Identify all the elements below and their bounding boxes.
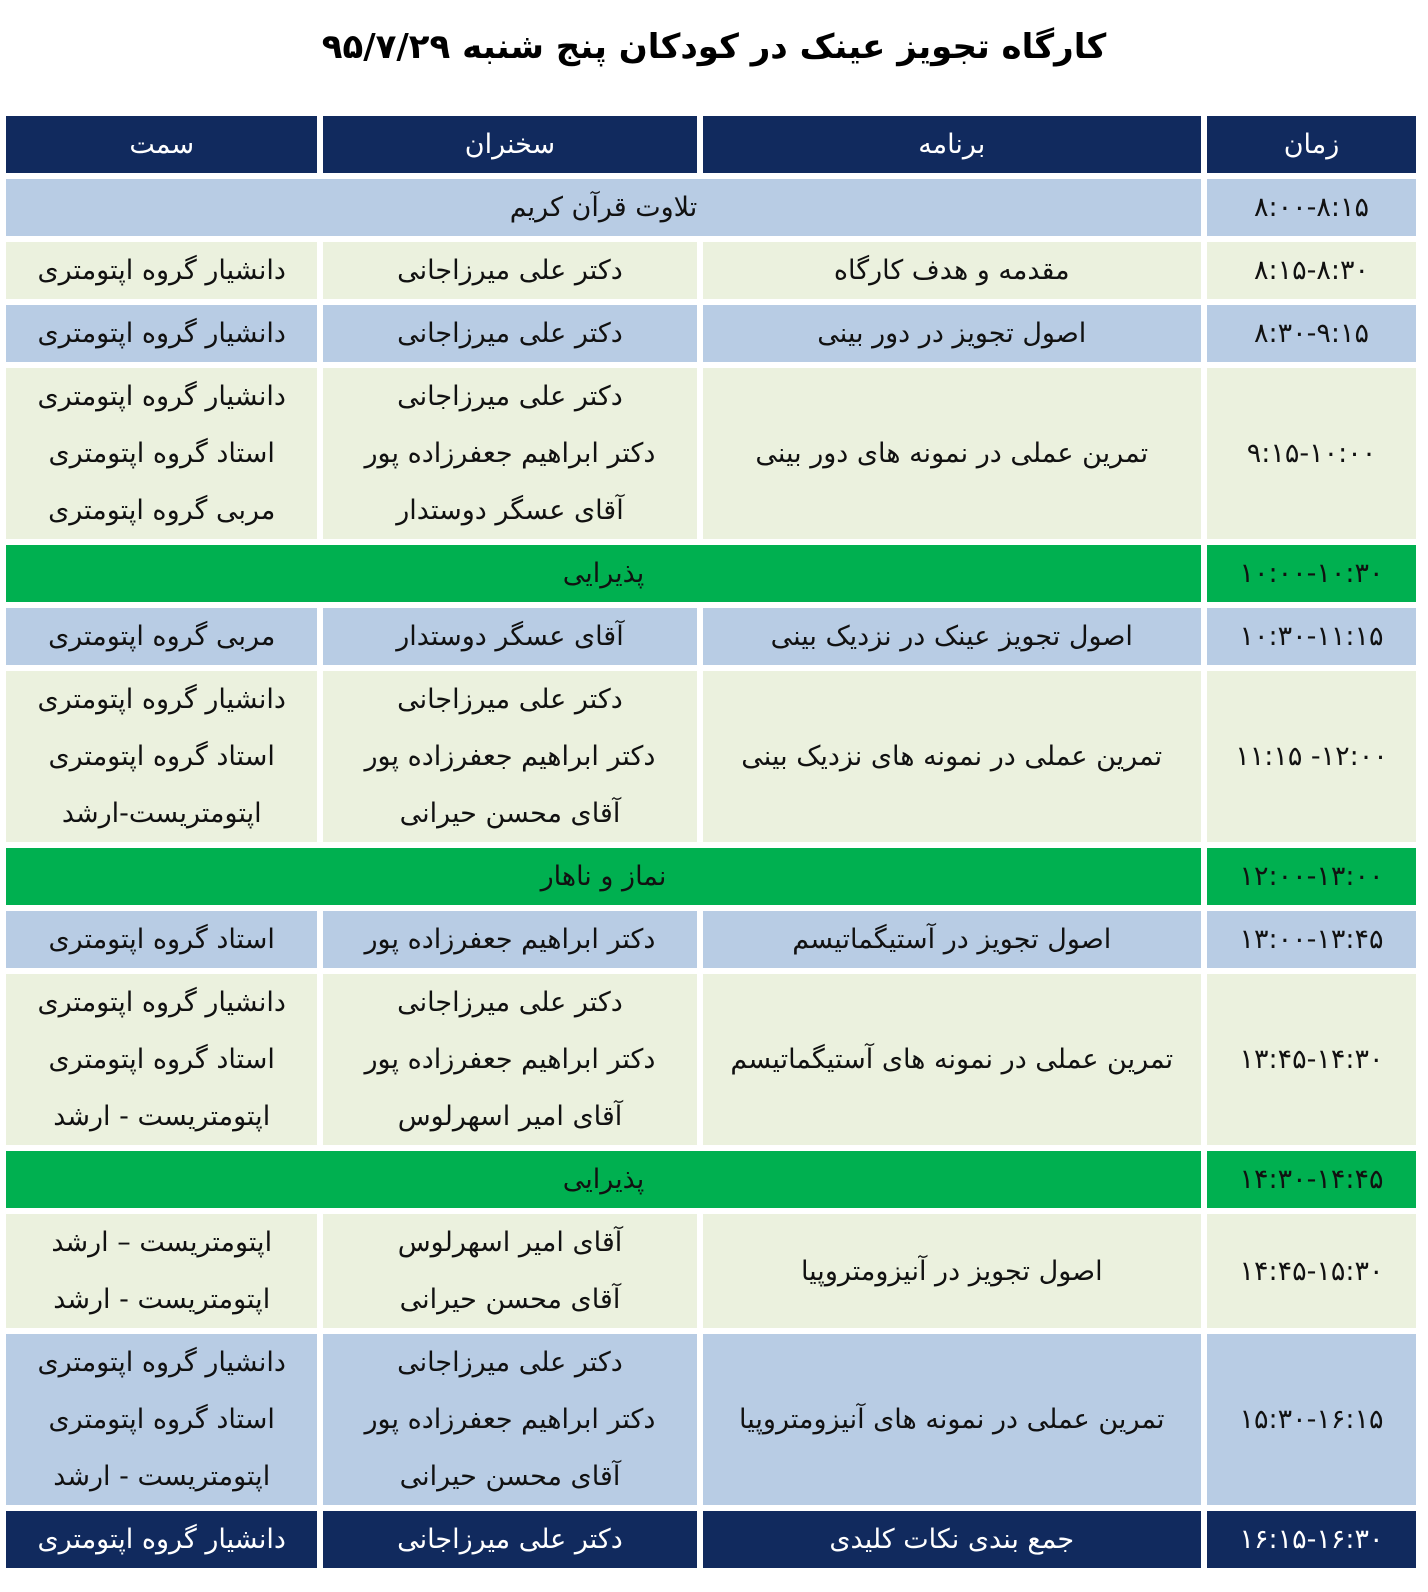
time-cell: ۱۱:۱۵ -۱۲:۰۰ — [1207, 671, 1416, 842]
table-row — [6, 305, 1416, 362]
program-cell: تمرین عملی در نمونه های دور بینی — [703, 368, 1201, 539]
role-title: استاد گروه اپتومتری — [48, 741, 275, 772]
time-cell: ۱۳:۰۰-۱۳:۴۵ — [1207, 911, 1416, 968]
speaker-cell — [323, 608, 696, 665]
header-program: برنامه — [703, 116, 1201, 173]
role-title: اپتومتریست-ارشد — [61, 798, 262, 829]
program-cell: اصول تجویز در دور بینی — [703, 305, 1201, 362]
role-title: دانشیار گروه اپتومتری — [37, 1347, 286, 1378]
time-cell: ۱۴:۳۰-۱۴:۴۵ — [1207, 1151, 1416, 1208]
break-label: پذیرایی — [6, 1151, 1201, 1208]
program-cell: اصول تجویز عینک در نزدیک بینی — [703, 608, 1201, 665]
break-row — [6, 179, 1416, 236]
program-cell: مقدمه و هدف کارگاه — [703, 242, 1201, 299]
header-speaker: سخنران — [323, 116, 696, 173]
speaker-cell — [323, 368, 696, 539]
program-cell: تمرین عملی در نمونه های آستیگماتیسم — [703, 974, 1201, 1145]
role-title: اپتومتریست - ارشد — [53, 1101, 271, 1132]
role-title: دانشیار گروه اپتومتری — [37, 1524, 286, 1555]
header-time: زمان — [1207, 116, 1416, 173]
program-cell: تمرین عملی در نمونه های آنیزومتروپیا — [703, 1334, 1201, 1505]
role-cell — [6, 911, 317, 968]
role-cell — [6, 242, 317, 299]
table-row — [6, 368, 1416, 539]
speaker-cell — [323, 1511, 696, 1568]
time-cell: ۸:۰۰-۸:۱۵ — [1207, 179, 1416, 236]
role-title: استاد گروه اپتومتری — [48, 1404, 275, 1435]
role-title: استاد گروه اپتومتری — [48, 1044, 275, 1075]
speaker-name: دکتر ابراهیم جعفرزاده پور — [364, 1044, 656, 1075]
role-cell — [6, 1214, 317, 1328]
speaker-name: دکتر علی میرزاجانی — [397, 1347, 623, 1378]
speaker-name: آقای محسن حیرانی — [399, 1461, 621, 1492]
table-row — [6, 1334, 1416, 1505]
speaker-name: آقای عسگر دوستدار — [396, 621, 624, 652]
time-cell: ۱۳:۴۵-۱۴:۳۰ — [1207, 974, 1416, 1145]
program-cell: جمع بندی نکات کلیدی — [703, 1511, 1201, 1568]
schedule-table — [0, 110, 1422, 1574]
schedule-body — [6, 179, 1416, 1568]
speaker-name: دکتر ابراهیم جعفرزاده پور — [364, 924, 656, 955]
table-row — [6, 671, 1416, 842]
speaker-name: دکتر ابراهیم جعفرزاده پور — [364, 1404, 656, 1435]
time-cell: ۱۲:۰۰-۱۳:۰۰ — [1207, 848, 1416, 905]
header-row — [6, 116, 1416, 173]
speaker-name: آقای امیر اسهرلوس — [397, 1101, 623, 1132]
table-row — [6, 608, 1416, 665]
speaker-name: دکتر علی میرزاجانی — [397, 255, 623, 286]
break-row — [6, 848, 1416, 905]
speaker-cell — [323, 1214, 696, 1328]
role-cell — [6, 608, 317, 665]
role-title: اپتومتریست – ارشد — [51, 1227, 273, 1258]
speaker-name: دکتر علی میرزاجانی — [397, 1524, 623, 1555]
speaker-name: آقای امیر اسهرلوس — [397, 1227, 623, 1258]
speaker-name: دکتر علی میرزاجانی — [397, 987, 623, 1018]
role-title: دانشیار گروه اپتومتری — [37, 381, 286, 412]
table-row — [6, 974, 1416, 1145]
role-title: مربی گروه اپتومتری — [48, 495, 276, 526]
speaker-name: دکتر علی میرزاجانی — [397, 684, 623, 715]
role-title: اپتومتریست - ارشد — [53, 1461, 271, 1492]
speaker-name: آقای محسن حیرانی — [399, 1284, 621, 1315]
break-row — [6, 545, 1416, 602]
program-cell: اصول تجویز در آستیگماتیسم — [703, 911, 1201, 968]
break-label: نماز و ناهار — [6, 848, 1201, 905]
speaker-cell — [323, 911, 696, 968]
header-role: سمت — [6, 116, 317, 173]
speaker-name: دکتر ابراهیم جعفرزاده پور — [364, 438, 656, 469]
page-title: کارگاه تجویز عینک در کودکان پنج شنبه ۹۵/۷/۲۹ — [321, 27, 1107, 67]
break-label: تلاوت قرآن کریم — [6, 179, 1201, 236]
role-title: استاد گروه اپتومتری — [48, 438, 275, 469]
table-row — [6, 242, 1416, 299]
role-title: دانشیار گروه اپتومتری — [37, 255, 286, 286]
table-row — [6, 1214, 1416, 1328]
time-cell: ۱۶:۱۵-۱۶:۳۰ — [1207, 1511, 1416, 1568]
role-cell — [6, 305, 317, 362]
speaker-cell — [323, 1334, 696, 1505]
role-title: دانشیار گروه اپتومتری — [37, 684, 286, 715]
role-title: دانشیار گروه اپتومتری — [37, 318, 286, 349]
time-cell: ۸:۳۰-۹:۱۵ — [1207, 305, 1416, 362]
speaker-name: دکتر علی میرزاجانی — [397, 318, 623, 349]
role-title: استاد گروه اپتومتری — [48, 924, 275, 955]
role-cell — [6, 368, 317, 539]
role-title: مربی گروه اپتومتری — [48, 621, 276, 652]
time-cell: ۱۴:۴۵-۱۵:۳۰ — [1207, 1214, 1416, 1328]
table-row — [6, 911, 1416, 968]
time-cell: ۱۰:۰۰-۱۰:۳۰ — [1207, 545, 1416, 602]
speaker-name: آقای محسن حیرانی — [399, 798, 621, 829]
time-cell: ۱۰:۳۰-۱۱:۱۵ — [1207, 608, 1416, 665]
speaker-cell — [323, 305, 696, 362]
speaker-cell — [323, 974, 696, 1145]
speaker-cell — [323, 671, 696, 842]
break-row — [6, 1151, 1416, 1208]
speaker-name: آقای عسگر دوستدار — [396, 495, 624, 526]
speaker-name: دکتر علی میرزاجانی — [397, 381, 623, 412]
role-cell — [6, 1511, 317, 1568]
time-cell: ۱۵:۳۰-۱۶:۱۵ — [1207, 1334, 1416, 1505]
role-cell — [6, 974, 317, 1145]
program-cell: تمرین عملی در نمونه های نزدیک بینی — [703, 671, 1201, 842]
role-title: دانشیار گروه اپتومتری — [37, 987, 286, 1018]
speaker-name: دکتر ابراهیم جعفرزاده پور — [364, 741, 656, 772]
break-label: پذیرایی — [6, 545, 1201, 602]
time-cell: ۸:۱۵-۸:۳۰ — [1207, 242, 1416, 299]
speaker-cell — [323, 242, 696, 299]
table-row — [6, 1511, 1416, 1568]
program-cell: اصول تجویز در آنیزومتروپیا — [703, 1214, 1201, 1328]
role-cell — [6, 1334, 317, 1505]
time-cell: ۹:۱۵-۱۰:۰۰ — [1207, 368, 1416, 539]
role-cell — [6, 671, 317, 842]
role-title: اپتومتریست - ارشد — [53, 1284, 271, 1315]
